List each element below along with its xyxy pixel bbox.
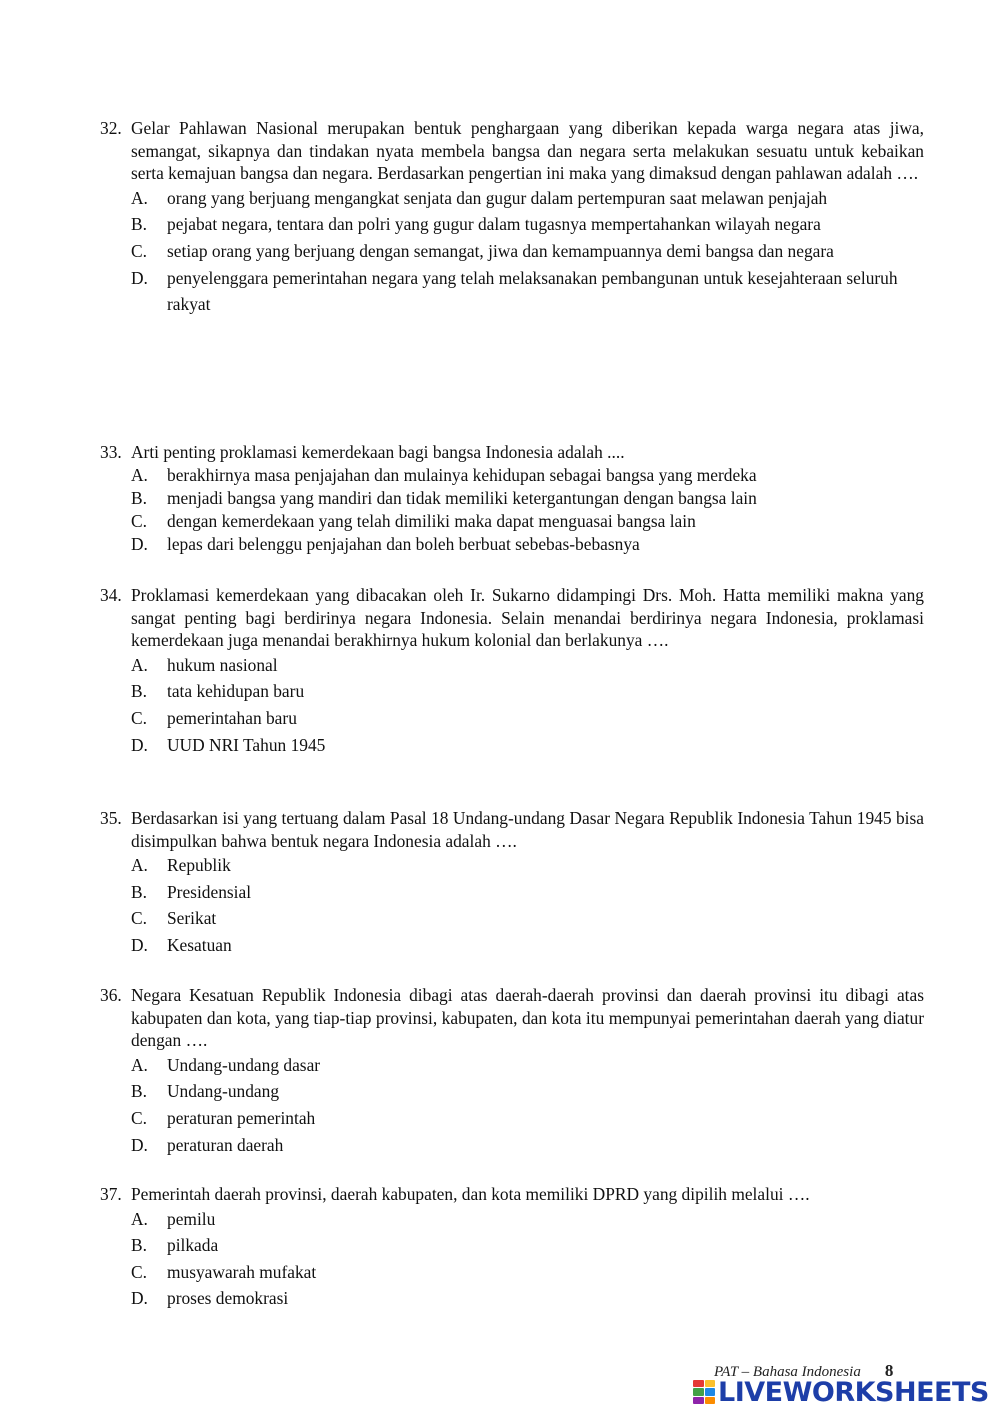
question-number: 36. bbox=[100, 985, 122, 1005]
option-letter: A. bbox=[131, 1208, 148, 1229]
option-a[interactable] bbox=[131, 1206, 924, 1233]
option-c[interactable] bbox=[131, 1105, 924, 1132]
option-text: pemerintahan baru bbox=[167, 707, 297, 728]
option-d[interactable] bbox=[131, 533, 924, 556]
question-37 bbox=[0, 1183, 1000, 1312]
logo-text: LIVEWORKSHEETS bbox=[718, 1376, 989, 1408]
option-letter: B. bbox=[131, 681, 147, 702]
option-letter: C. bbox=[131, 1261, 147, 1282]
logo-square bbox=[705, 1380, 716, 1387]
option-letter: D. bbox=[131, 734, 148, 755]
options-list bbox=[131, 1206, 924, 1312]
option-text: Undang-undang dasar bbox=[167, 1054, 321, 1075]
option-letter: C. bbox=[131, 1107, 147, 1128]
question-number: 34. bbox=[100, 585, 122, 605]
option-letter: B. bbox=[131, 214, 147, 235]
question-text: Arti penting proklamasi kemerdekaan bagi bangsa Indonesia adalah .... bbox=[131, 442, 625, 462]
question-text: Negara Kesatuan Republik Indonesia dibagi atas daerah-daerah provinsi dan daerah provinsi itu dibagi atas kabupaten dan kota, yang tiap-tiap provinsi, kabupaten, dan kota itu mempunyai pemerintahan daerah yang diatur dengan …. bbox=[131, 985, 924, 1051]
option-letter: D. bbox=[131, 1134, 148, 1155]
option-text: Undang-undang bbox=[167, 1081, 280, 1102]
option-d[interactable] bbox=[131, 265, 924, 318]
option-c[interactable] bbox=[131, 1259, 924, 1286]
option-letter: B. bbox=[131, 1235, 147, 1256]
question-stem bbox=[100, 1183, 924, 1206]
option-text: Serikat bbox=[167, 908, 217, 929]
option-c[interactable] bbox=[131, 705, 924, 732]
options-list bbox=[131, 464, 924, 557]
question-32 bbox=[0, 117, 1000, 318]
option-text: Presidensial bbox=[167, 881, 252, 902]
option-letter: A. bbox=[131, 187, 148, 208]
option-text: Kesatuan bbox=[167, 934, 232, 955]
option-text: orang yang berjuang mengangkat senjata dan gugur dalam pertempuran saat melawan penjajah bbox=[167, 187, 828, 208]
option-c[interactable] bbox=[131, 510, 924, 533]
option-b[interactable] bbox=[131, 1232, 924, 1259]
option-c[interactable] bbox=[131, 905, 924, 932]
option-text: penyelenggara pemerintahan negara yang telah melaksanakan pembangunan untuk kesejahteraan seluruh rakyat bbox=[167, 267, 898, 315]
option-text: berakhirnya masa penjajahan dan mulainya kehidupan sebagai bangsa yang merdeka bbox=[167, 464, 757, 485]
option-letter: C. bbox=[131, 511, 147, 531]
option-b[interactable] bbox=[131, 879, 924, 906]
question-stem bbox=[100, 441, 924, 464]
option-text: dengan kemerdekaan yang telah dimiliki maka dapat menguasai bangsa lain bbox=[167, 511, 696, 531]
logo-mark-icon bbox=[693, 1380, 715, 1404]
question-stem bbox=[100, 984, 924, 1052]
option-text: peraturan pemerintah bbox=[167, 1107, 316, 1128]
option-text: tata kehidupan baru bbox=[167, 681, 305, 702]
option-letter: D. bbox=[131, 1288, 148, 1309]
option-b[interactable] bbox=[131, 678, 924, 705]
logo-square bbox=[693, 1388, 704, 1395]
options-list bbox=[131, 652, 924, 758]
question-text: Pemerintah daerah provinsi, daerah kabupaten, dan kota memiliki DPRD yang dipilih melalui …. bbox=[131, 1184, 810, 1204]
option-d[interactable] bbox=[131, 1285, 924, 1312]
liveworksheets-logo[interactable] bbox=[693, 1375, 989, 1409]
option-text: pilkada bbox=[167, 1235, 219, 1256]
option-d[interactable] bbox=[131, 732, 924, 759]
option-a[interactable] bbox=[131, 1052, 924, 1079]
page-number: 8 bbox=[884, 1361, 894, 1380]
logo-square bbox=[693, 1397, 704, 1404]
option-text: peraturan daerah bbox=[167, 1134, 284, 1155]
option-a[interactable] bbox=[131, 185, 924, 212]
option-letter: C. bbox=[131, 707, 147, 728]
option-a[interactable] bbox=[131, 652, 924, 679]
question-stem bbox=[100, 584, 924, 652]
option-letter: A. bbox=[131, 464, 148, 485]
option-d[interactable] bbox=[131, 932, 924, 959]
option-b[interactable] bbox=[131, 211, 924, 238]
question-36 bbox=[0, 984, 1000, 1158]
option-letter: C. bbox=[131, 240, 147, 261]
question-33 bbox=[0, 441, 1000, 556]
option-letter: B. bbox=[131, 1081, 147, 1102]
option-text: proses demokrasi bbox=[167, 1288, 289, 1309]
option-text: lepas dari belenggu penjajahan dan boleh berbuat sebebas-bebasnya bbox=[167, 534, 640, 555]
option-text: musyawarah mufakat bbox=[167, 1261, 317, 1282]
option-text: hukum nasional bbox=[167, 654, 278, 675]
question-text: Proklamasi kemerdekaan yang dibacakan oleh Ir. Sukarno didampingi Drs. Moh. Hatta memiliki makna yang sangat penting bagi berdirinya negara Indonesia. Selain menandai berdirinya negara Indonesia, proklamasi kemerdekaan juga menandai berakhirnya hukum kolonial dan berlakunya …. bbox=[131, 585, 924, 651]
question-text: Berdasarkan isi yang tertuang dalam Pasal 18 Undang-undang Dasar Negara Republik Indonesia Tahun 1945 bisa disimpulkan bahwa bentuk negara Indonesia adalah …. bbox=[131, 808, 924, 851]
question-35 bbox=[0, 807, 1000, 959]
option-text: setiap orang yang berjuang dengan semangat, jiwa dan kemampuannya demi bangsa dan negara bbox=[167, 240, 834, 261]
option-letter: C. bbox=[131, 908, 147, 929]
option-text: pejabat negara, tentara dan polri yang gugur dalam tugasnya mempertahankan wilayah negara bbox=[167, 214, 821, 235]
question-stem bbox=[100, 117, 924, 185]
option-a[interactable] bbox=[131, 464, 924, 487]
option-letter: D. bbox=[131, 934, 148, 955]
option-letter: A. bbox=[131, 855, 148, 876]
question-number: 32. bbox=[100, 118, 122, 138]
option-letter: D. bbox=[131, 534, 148, 555]
question-number: 37. bbox=[100, 1184, 122, 1204]
option-text: Republik bbox=[167, 855, 231, 876]
option-c[interactable] bbox=[131, 238, 924, 265]
question-stem bbox=[100, 807, 924, 852]
logo-square bbox=[705, 1397, 716, 1404]
option-d[interactable] bbox=[131, 1132, 924, 1159]
options-list bbox=[131, 185, 924, 318]
option-letter: D. bbox=[131, 267, 148, 288]
option-text: UUD NRI Tahun 1945 bbox=[167, 734, 326, 755]
logo-square bbox=[693, 1380, 704, 1387]
option-letter: A. bbox=[131, 654, 148, 675]
options-list bbox=[131, 1052, 924, 1158]
option-letter: A. bbox=[131, 1054, 148, 1075]
option-text: menjadi bangsa yang mandiri dan tidak memiliki ketergantungan dengan bangsa lain bbox=[167, 487, 757, 508]
question-34 bbox=[0, 584, 1000, 758]
option-b[interactable] bbox=[131, 1078, 924, 1105]
question-text: Gelar Pahlawan Nasional merupakan bentuk penghargaan yang diberikan kepada warga negara atas jiwa, semangat, sikapnya dan tindakan nyata membela bangsa dan negara serta melakukan sesuatu untuk kebaikan serta kemajuan bangsa dan negara. Berdasarkan pengertian ini maka yang dimaksud dengan pahlawan adalah …. bbox=[131, 118, 924, 184]
option-b[interactable] bbox=[131, 487, 924, 510]
option-letter: B. bbox=[131, 487, 147, 508]
options-list bbox=[131, 852, 924, 958]
option-text: pemilu bbox=[167, 1208, 216, 1229]
footer-subject: PAT – Bahasa Indonesia bbox=[714, 1364, 861, 1380]
logo-square bbox=[705, 1388, 716, 1395]
question-number: 35. bbox=[100, 808, 122, 828]
option-letter: B. bbox=[131, 881, 147, 902]
question-number: 33. bbox=[100, 442, 122, 462]
option-a[interactable] bbox=[131, 852, 924, 879]
